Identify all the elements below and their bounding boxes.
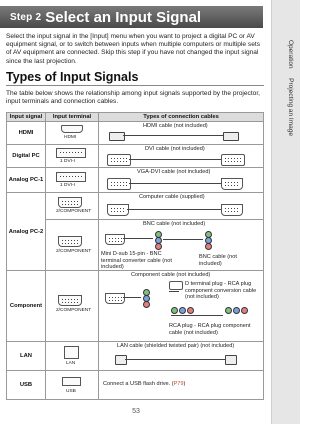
cable-line [123, 297, 141, 298]
cable-label: BNC cable (not included) [143, 221, 206, 227]
cable-label: DVI cable (not included) [145, 146, 205, 152]
terminal-cell [46, 122, 99, 145]
terminal-label: LAN [66, 361, 76, 366]
vga-plug-icon [105, 234, 125, 245]
cable-line [129, 183, 221, 184]
side-tab-section: Operation [287, 40, 294, 69]
table-row-digital-pc [7, 145, 264, 168]
rca-plug-icon [187, 307, 194, 314]
dvi-port-icon [56, 148, 86, 158]
col-header-cables: Types of connection cables [99, 113, 264, 122]
side-tab-subsection: Projecting an Image [287, 78, 294, 136]
signal-cell: Digital PC [7, 145, 46, 168]
dvi-plug-icon [107, 154, 131, 166]
dvi-port-icon [56, 172, 86, 182]
hdmi-plug-icon [109, 132, 125, 141]
cable-line [163, 239, 203, 240]
cable-label: HDMI cable (not included) [143, 123, 208, 129]
lan-plug-icon [225, 355, 237, 365]
cable-label: Component cable (not included) [131, 272, 211, 278]
terminal-label: USB [66, 389, 76, 394]
terminal-label: 2/COMPONENT [56, 249, 92, 254]
bnc-plug-icon [205, 243, 212, 250]
cable-line [123, 238, 153, 239]
cable-line [125, 359, 225, 360]
table-row-hdmi [7, 122, 264, 145]
terminal-cell [46, 193, 99, 220]
step-header-bar [0, 6, 263, 28]
dvi-plug-icon [221, 154, 245, 166]
cable-cell [99, 220, 264, 271]
dvi-plug-icon [107, 178, 131, 190]
d-terminal-plug-icon [169, 281, 183, 290]
signal-cell: LAN [7, 342, 46, 371]
vga-plug-icon [107, 204, 129, 216]
table-row-analog-pc2 [7, 193, 264, 220]
hdmi-port-icon [61, 125, 83, 133]
col-header-terminal: Input terminal [46, 113, 99, 122]
signal-cell: Analog PC-1 [7, 168, 46, 193]
table-row-lan [7, 342, 264, 371]
hdmi-plug-icon [223, 132, 239, 141]
lan-plug-icon [115, 355, 127, 365]
vga-plug-icon [221, 204, 243, 216]
terminal-cell [46, 145, 99, 168]
page-number: 53 [132, 408, 140, 415]
cable-label: Mini D-sub 15-pin - BNC terminal converter cable (not included) [101, 251, 172, 270]
usb-instruction-close: ) [183, 381, 186, 387]
vga-plug-icon [221, 178, 243, 190]
step-number: Step 2 [10, 11, 42, 23]
terminal-label: HDMI [64, 135, 77, 140]
cable-label: Computer cable (supplied) [139, 194, 205, 200]
bnc-plug-icon [155, 243, 162, 250]
cable-cell [99, 342, 264, 371]
signal-cell: HDMI [7, 122, 46, 145]
terminal-label: 1 DVI-I [60, 183, 75, 188]
cable-label: VGA-DVI cable (not included) [137, 169, 211, 175]
input-signal-table [6, 112, 264, 400]
vga-plug-icon [105, 293, 125, 304]
terminal-label: 2/COMPONENT [56, 209, 92, 214]
lan-port-icon [64, 346, 79, 359]
intro-paragraph: Select the input signal in the [Input] menu when you want to project a digital PC or AV equipment signal, or to switch between inputs when multiple computers or multiple sets of AV equipment are connected. Skip this step if you have not changed the input signal since the last projection. [6, 33, 260, 65]
rca-plug-icon [241, 307, 248, 314]
terminal-cell [46, 168, 99, 193]
table-row-usb [7, 371, 264, 400]
cable-label: BNC cable (not included) [199, 254, 237, 267]
cable-cell [99, 271, 264, 342]
side-tab [271, 0, 300, 424]
cable-label: RCA plug - RCA plug component cable (not included) [169, 323, 251, 336]
table-row-analog-pc2-bnc [7, 220, 264, 271]
rca-plug-icon [225, 307, 232, 314]
vga-port-icon [58, 295, 82, 306]
vga-port-icon [58, 236, 82, 247]
cable-line [123, 135, 223, 136]
usb-instruction-text: Connect a USB flash drive. ( [103, 381, 174, 387]
usb-instruction [103, 381, 185, 387]
rca-plug-icon [143, 301, 150, 308]
cable-cell [99, 168, 264, 193]
section-divider [6, 85, 264, 86]
rca-plug-icon [233, 307, 240, 314]
terminal-cell [46, 371, 99, 400]
section-title: Types of Input Signals [6, 70, 139, 84]
rca-plug-icon [179, 307, 186, 314]
cable-line [171, 315, 223, 316]
cable-cell [99, 122, 264, 145]
cable-line [169, 291, 179, 292]
usb-port-icon [62, 377, 81, 386]
vga-port-icon [58, 197, 82, 208]
terminal-cell [46, 220, 99, 271]
cable-line [129, 159, 221, 160]
table-row-analog-pc1 [7, 168, 264, 193]
page-link[interactable]: P79 [173, 381, 184, 387]
table-header-row [7, 113, 264, 122]
cable-label: LAN cable (shielded twisted pair) (not included) [117, 343, 235, 349]
terminal-label: 2/COMPONENT [56, 308, 92, 313]
signal-cell: Component [7, 271, 46, 342]
cable-label: D terminal plug - RCA plug component conversion cable (not included) [185, 281, 257, 300]
table-row-component [7, 271, 264, 342]
signal-cell: USB [7, 371, 46, 400]
terminal-cell [46, 271, 99, 342]
terminal-cell [46, 342, 99, 371]
col-header-signal: Input signal [7, 113, 46, 122]
side-tab-text [287, 40, 294, 136]
lead-paragraph: The table below shows the relationship among input signals supported by the projector, input terminals and connection cables. [6, 90, 261, 106]
cable-line [127, 209, 221, 210]
terminal-label: 1 DVI-I [60, 159, 75, 164]
page-title: Select an Input Signal [45, 8, 202, 26]
cable-cell [99, 371, 264, 400]
cable-cell [99, 145, 264, 168]
signal-cell: Analog PC-2 [7, 193, 46, 271]
rca-plug-icon [171, 307, 178, 314]
cable-cell [99, 193, 264, 220]
